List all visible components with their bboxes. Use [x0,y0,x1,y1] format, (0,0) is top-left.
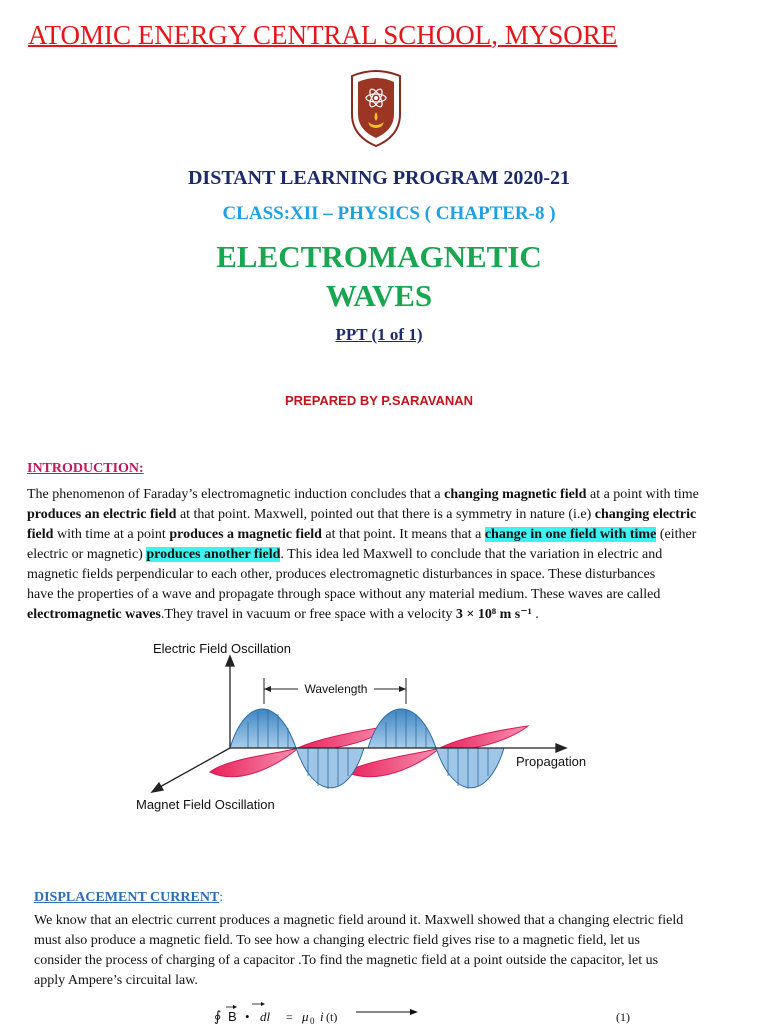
intro-line: magnetic fields perpendicular to each other, produces electromagnetic disturbances in space. These disturbances [27,567,656,582]
intro-bold-text: produces a magnetic field [169,527,322,542]
intro-text: .They travel in vacuum or free space with a velocity [160,607,456,622]
ppt-label: PPT (1 of 1) [335,325,423,344]
displacement-current-heading [34,888,223,906]
intro-text: electric or magnetic) [27,547,147,562]
introduction-heading: INTRODUCTION: [27,461,144,476]
integral-symbol: ∮ [214,1010,222,1024]
prepared-by: PREPARED BY P.SARAVANAN [284,393,474,408]
wavelength-label: Wavelength [304,682,368,696]
intro-bold-text: field [27,527,54,542]
introduction-paragraph [27,485,727,625]
school-emblem-icon [346,68,406,148]
intro-line [27,485,727,505]
equation-arrow-head [410,1009,418,1015]
mu-subscript: 0 [310,1016,315,1024]
intro-text: The phenomenon of Faraday’s electromagnetic induction concludes that a [27,487,445,502]
intro-line [27,525,727,545]
intro-text: (either [656,527,697,542]
class-subject-line: CLASS:XII – PHYSICS ( CHAPTER-8 ) [222,203,556,224]
em-wave-diagram [128,636,608,826]
intro-bold-text: produces an electric field [27,507,177,522]
vector-arrowhead-dl [261,1002,265,1006]
heading-colon: : [219,890,224,905]
electric-wave-lobe [230,709,296,748]
topic-line-2: WAVES [325,278,433,313]
displacement-line: We know that an electric current produces a magnetic field around it. Maxwell showed that a changing electric field [34,913,684,928]
current-symbol: i [320,1009,324,1024]
dl-vector: dl [260,1009,271,1024]
electric-wave-lobe [296,748,364,788]
wavelength-arrow-right [399,686,406,692]
equation-number: (1) [616,1010,630,1024]
intro-text: . [531,607,539,622]
intro-line [27,605,727,625]
intro-bold-text: electromagnetic waves [27,607,161,622]
intro-bold-text: changing electric [594,507,697,522]
intro-text: with time at a point [53,527,170,542]
amperes-law-formula [212,1000,642,1024]
velocity-value: 3 × 10⁸ m s⁻¹ [455,607,532,622]
displacement-heading-text: DISPLACEMENT CURRENT [34,890,220,905]
displacement-line: apply Ampere’s circuital law. [34,973,198,988]
displacement-line: must also produce a magnetic field. To see how a changing electric field gives rise to a magnetic field, let us [34,933,641,948]
wavelength-arrow-left [264,686,271,692]
displacement-line: consider the process of charging of a capacitor .To find the magnetic field at a point outside the capacitor, let us [34,953,659,968]
intro-highlight-text: change in one field with time [484,527,657,542]
electric-wave-lobe [436,748,504,788]
program-title: DISTANT LEARNING PROGRAM 2020-21 [187,167,571,189]
electric-field-label: Electric Field Oscillation [153,641,291,656]
equals-sign: = [286,1010,293,1024]
school-name: ATOMIC ENERGY CENTRAL SCHOOL, MYSORE [28,20,618,50]
dot-operator: • [245,1009,250,1024]
displacement-paragraph [34,911,734,991]
intro-highlight-text: produces another field [146,547,281,562]
time-argument: (t) [326,1010,338,1024]
intro-text: at a point with time [586,487,699,502]
intro-text: at that point. It means that a [321,527,485,542]
mu-symbol: μ [302,1009,309,1024]
intro-line [27,545,727,565]
b-vector: B [228,1009,237,1024]
intro-text: at that point. Maxwell, pointed out that there is a symmetry in nature (i.e) [176,507,595,522]
chapter-topic [0,237,758,315]
topic-line-1: ELECTROMAGNETIC [216,239,542,274]
intro-line: have the properties of a wave and propagate through space without any material medium. These waves are called [27,587,661,602]
intro-text: . This idea led Maxwell to conclude that the variation in electric and [280,547,663,562]
magnetic-field-label: Magnet Field Oscillation [136,797,275,812]
propagation-label: Propagation [516,754,587,769]
intro-line [27,505,727,525]
magnetic-wave-lobe [440,726,528,750]
intro-bold-text: changing magnetic field [444,487,587,502]
